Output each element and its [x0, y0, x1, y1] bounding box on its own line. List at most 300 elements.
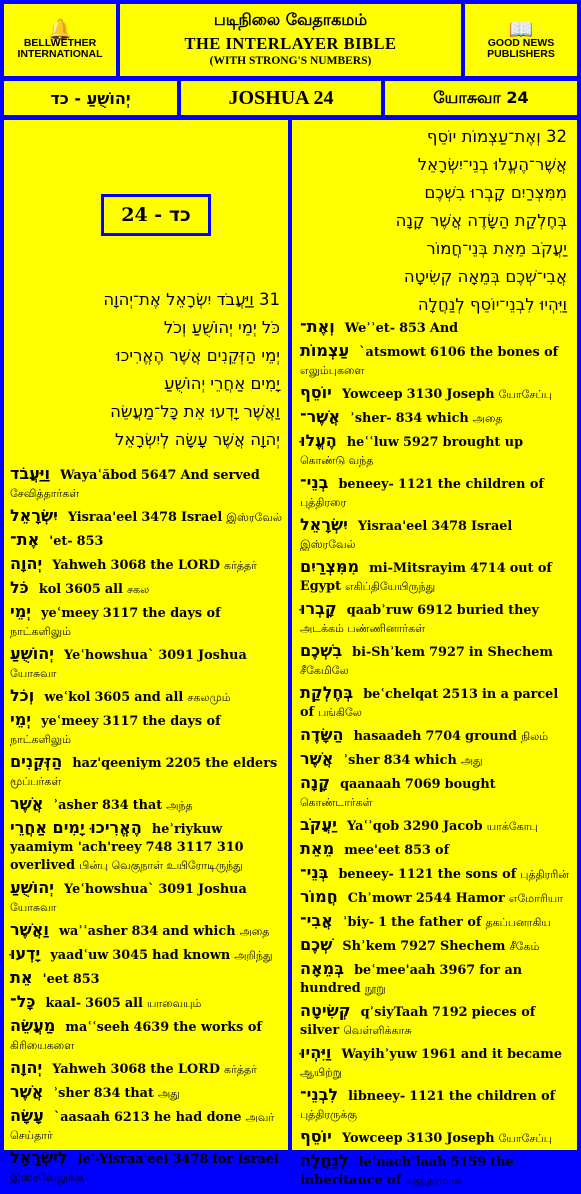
word-entry [10, 603, 284, 641]
tamil-gloss: இஸ்ரவேல் [300, 538, 356, 551]
hebrew-word: אֲשֶׁר־ [300, 407, 341, 426]
english-gloss: the father of [391, 915, 482, 930]
strongs-number: 834 [93, 1086, 121, 1101]
hebrew-word: יִשְׂרָאֵל [300, 515, 348, 534]
strongs-number: 834 [101, 798, 129, 813]
transliteration: yaadʿuw [50, 948, 109, 963]
strongs-number: 7192 [431, 1005, 468, 1020]
tamil-gloss: கொண்டார்கள் [300, 796, 373, 809]
transliteration: qaabʾruw [346, 603, 413, 618]
strongs-number: 3478 [141, 510, 177, 525]
transliteration: Yisraa'eel [357, 519, 428, 534]
strongs-number: 3117 [102, 714, 139, 729]
word-entry [10, 1107, 284, 1145]
english-gloss: bought [444, 777, 496, 792]
english-gloss: which [426, 411, 469, 426]
strongs-number: 2513 [442, 687, 478, 702]
english-gloss: Israel [471, 519, 513, 534]
tamil-gloss: யோசேப்பு [498, 1132, 552, 1145]
word-entry [300, 408, 570, 428]
word-entry [300, 642, 570, 680]
strongs-number: 834 [383, 753, 411, 768]
hebrew-word: וְכֹל [10, 686, 35, 705]
strongs-number: 834 [131, 924, 159, 939]
word-entry [300, 912, 570, 932]
english-gloss: that [132, 798, 163, 813]
word-entry [300, 750, 570, 770]
hebrew-word: יְהוָה [10, 554, 43, 573]
strongs-number: 3045 [112, 948, 149, 963]
tamil-gloss: அறிந்து [234, 949, 273, 962]
english-gloss: the children of [448, 1089, 556, 1104]
tamil-gloss: அதை [239, 925, 270, 938]
word-entry [300, 1152, 570, 1190]
word-entry [10, 819, 284, 875]
english-gloss: and it became [460, 1047, 562, 1062]
right-column [292, 120, 577, 1188]
strongs-number: 1121 [397, 477, 434, 492]
hebrew-word: וַיַּעֲבֹד [10, 464, 50, 483]
strongs-number: 3605 [94, 690, 131, 705]
good-news-logo-line1: GOOD NEWS [487, 37, 555, 49]
tamil-gloss: யாவையும் [146, 997, 202, 1010]
strongs-number: 5927 [402, 435, 439, 450]
transliteration: ʾsher [53, 1086, 90, 1101]
hebrew-word: בְּמֵאָה [300, 959, 344, 978]
strongs-number: 4714 [469, 561, 506, 576]
strongs-number: 3605 [85, 996, 121, 1011]
word-entry [300, 558, 570, 596]
english-gloss: Jacob [443, 819, 483, 834]
english-gloss: Joseph [446, 387, 495, 402]
transliteration: weʿkol [44, 690, 91, 705]
tamil-gloss: அது [460, 754, 483, 767]
strongs-number: 853 [399, 321, 426, 336]
word-entry [10, 945, 284, 965]
hebrew-word: יוֹסֵף [300, 383, 332, 402]
hebrew-word: לְנַחֲלָה [300, 1151, 349, 1170]
word-entry [300, 1044, 570, 1082]
tamil-gloss: யோசேப்பு [498, 388, 552, 401]
hebrew-word: יָדְעוּ [10, 944, 41, 963]
hebrew-word: יְהוָה [10, 1058, 43, 1077]
chapter-number: 24 [121, 204, 148, 226]
tamil-gloss: இஸ்ரவேலுக்கு [10, 1171, 85, 1184]
word-entry [10, 645, 284, 683]
english-gloss: the sons of [437, 867, 517, 882]
word-entry [300, 726, 570, 746]
strongs-number: 3130 [406, 1131, 443, 1146]
strongs-number: 7069 [404, 777, 441, 792]
strongs-number: 7927 [429, 645, 465, 660]
english-gloss: he had done [153, 1110, 242, 1125]
english-gloss: buried they [456, 603, 539, 618]
transliteration: kol [38, 582, 62, 597]
transliteration: leʿ-Yisraa'eel [77, 1152, 169, 1167]
word-entry [10, 993, 284, 1013]
word-entry [300, 474, 570, 512]
strongs-number: 3605 [65, 582, 101, 597]
tamil-gloss: எலும்புகளை [300, 364, 365, 377]
strongs-number: 3117 [102, 606, 139, 621]
tamil-gloss: அவர் செய்தார் [10, 1111, 275, 1142]
word-entry [10, 753, 284, 791]
verse-line: בְּחֶלְקַת הַשָּׂדֶה אֲשֶׁר קָנָה [395, 211, 567, 230]
hebrew-word: חֲמוֹר [300, 887, 338, 906]
transliteration: kaal- [45, 996, 82, 1011]
hebrew-word: מִמִּצְרַיִם [300, 557, 360, 576]
hebrew-word: בִשְׁכֶם [300, 641, 343, 660]
bellwether-logo-line1: BELLWETHER [23, 37, 97, 49]
left-column [4, 120, 288, 1184]
hebrew-word: מֵאֵת [300, 839, 335, 858]
verse-line: 31 וַיַּעֲבֹד יִשְׂרָאֵל אֶת־יְהוָה [103, 290, 280, 309]
strongs-number: 1121 [409, 1089, 445, 1104]
english-gloss: Joshua [198, 882, 247, 897]
transliteration: qʾsiyTaah [360, 1005, 428, 1020]
word-entry [300, 1002, 570, 1040]
word-entry [300, 684, 570, 722]
english-gloss: ground [465, 729, 517, 744]
word-entry [300, 318, 570, 338]
english-gloss: overlived [10, 858, 76, 873]
tamil-gloss: சுதந்தரமாக [405, 1174, 462, 1187]
hebrew-word: לְיִשְׂרָאֵל [10, 1148, 68, 1167]
chapter-hebrew: כד [168, 204, 191, 226]
transliteration: `aasaah [53, 1110, 110, 1125]
tamil-gloss: வெள்ளிக்காசு [343, 1024, 412, 1037]
word-entry [10, 1083, 284, 1103]
bellwether-logo-line2: INTERNATIONAL [17, 48, 103, 60]
bellwether-logo [4, 4, 116, 76]
english-gloss: had known [152, 948, 231, 963]
strongs-number: 3068 [110, 1062, 147, 1077]
hebrew-word: וְאֶת־ [300, 317, 335, 336]
word-entry [10, 795, 284, 815]
strongs-number: 3091 [158, 648, 194, 663]
hebrew-word: עָשָׂה [10, 1106, 44, 1125]
transliteration: Chʾmowr [347, 891, 412, 906]
tamil-gloss: யோசுவா [10, 667, 57, 680]
transliteration: heʿʿluw [346, 435, 399, 450]
english-gloss: of [435, 843, 450, 858]
word-entry [300, 774, 570, 812]
verse-line: וַאֲשֶׁר יָדְעוּ אֵת כָּל־מַעֲשֵׂה [110, 402, 280, 421]
title-subtitle: (WITH STRONG'S NUMBERS) [209, 55, 372, 67]
hebrew-word: יְהוֹשֻׁעַ [10, 878, 54, 897]
hebrew-word: לִבְנֵי־ [300, 1085, 339, 1104]
hebrew-word: יִשְׂרָאֵל [10, 506, 58, 525]
strongs-number: 5647 [140, 468, 177, 483]
word-entry [10, 465, 284, 503]
word-entry [300, 936, 570, 956]
hebrew-word: יְמֵי [10, 602, 31, 621]
good-news-logo [465, 4, 577, 76]
good-news-logo-line2: PUBLISHERS [487, 48, 555, 60]
transliteration: yeʿmeey [41, 714, 99, 729]
strongs-number: 3068 [110, 558, 147, 573]
word-entry [300, 1086, 570, 1124]
tamil-ref: யோசுவா 24 [385, 81, 577, 115]
tamil-gloss: அடக்கம் பண்ணினார்கள் [300, 622, 426, 635]
title-block [120, 4, 461, 76]
verse-31-word-list [10, 465, 284, 1191]
english-gloss: the inheritance of [300, 1155, 514, 1188]
tamil-gloss: மூப்பர்கள் [10, 775, 62, 788]
hebrew-word: וַאֲשֶׁר [10, 920, 49, 939]
tamil-gloss: புத்திரரை [300, 496, 347, 509]
tamil-gloss: நாட்களிலும் [10, 625, 71, 638]
tamil-gloss: கர்த்தர் [224, 1063, 257, 1076]
transliteration: Yahweh [52, 558, 107, 573]
transliteration: leʿnachʾlaah [358, 1155, 447, 1170]
strongs-number: 4639 [133, 1020, 170, 1035]
word-entry [10, 711, 284, 749]
strongs-number: 6912 [417, 603, 453, 618]
transliteration: beʿchelqat [363, 687, 439, 702]
word-entry [10, 555, 284, 575]
word-entry [10, 687, 284, 707]
tamil-gloss: யோசுவா [10, 901, 57, 914]
strongs-number: 1 [378, 915, 388, 930]
book-icon: 📖 [508, 17, 534, 41]
hebrew-word: הַזְּקֵנִים [10, 752, 63, 771]
transliteration: Yisraa'eel [67, 510, 138, 525]
tamil-gloss: சகல [126, 583, 150, 596]
english-gloss: for Israel [212, 1152, 279, 1167]
transliteration: ʾasher [53, 798, 98, 813]
hebrew-word: בְנֵי־ [300, 473, 329, 492]
transliteration: Wayihʾyuw [341, 1047, 418, 1062]
tamil-gloss: பங்கிலே [318, 706, 362, 719]
word-entry [10, 921, 284, 941]
strongs-number: 3478 [172, 1152, 209, 1167]
transliteration: bi-Shʾkem [352, 645, 426, 660]
transliteration: beneey- [338, 477, 394, 492]
transliteration: Yeʿhowshua` [64, 648, 155, 663]
english-gloss: the elders [205, 756, 278, 771]
tamil-gloss: புத்திரருக்கு [300, 1108, 357, 1121]
english-gloss: Shechem [439, 939, 506, 954]
hebrew-word: אֵת [10, 968, 33, 987]
verse-31-hebrew [103, 286, 280, 454]
english-gloss: the days of [142, 714, 221, 729]
word-entry [300, 432, 570, 470]
tamil-gloss: தகப்பனாகிய [485, 916, 551, 929]
english-gloss: Joseph [446, 1131, 495, 1146]
transliteration: qaanaah [340, 777, 401, 792]
tamil-gloss: சீகேமிலே [300, 664, 349, 677]
hebrew-word: יְהוֹשֻׁעַ [10, 644, 54, 663]
hebrew-word: אֲשֶׁר [300, 749, 334, 768]
chapter-box [101, 194, 211, 236]
english-gloss: in Shechem [468, 645, 553, 660]
hebrew-word: יְמֵי [10, 710, 31, 729]
hebrew-word: אֶת־ [10, 530, 40, 549]
english-gloss: all [124, 996, 143, 1011]
english-gloss: pieces of silver [300, 1005, 536, 1038]
transliteration: hasaadeh [353, 729, 422, 744]
tamil-gloss: அது [157, 1087, 180, 1100]
tamil-gloss: அந்த [166, 799, 193, 812]
english-gloss: the LORD [150, 1062, 220, 1077]
transliteration: 'eet [42, 972, 69, 987]
tamil-gloss: புத்திரரின் [520, 868, 569, 881]
tamil-gloss: பின்பு வெகுநாள் உயிரோடிருந்து [79, 859, 243, 872]
english-gloss: And served [180, 468, 260, 483]
english-gloss: all [104, 582, 123, 597]
transliteration: Yowceep [341, 387, 403, 402]
hebrew-word: וַיִּהְיוּ [300, 1043, 332, 1062]
transliteration: ʾbiy- [342, 915, 375, 930]
transliteration: mi-Mitsrayim [369, 561, 466, 576]
english-gloss: Hamor [455, 891, 505, 906]
hebrew-word: אֲשֶׁר [10, 1082, 44, 1101]
english-gloss: that [124, 1086, 154, 1101]
transliteration: beneey- [338, 867, 394, 882]
hebrew-word: קָבְרוּ [300, 599, 337, 618]
transliteration: heʾriykuw yaamiym 'ach'reey [10, 822, 223, 855]
transliteration: 'et- [49, 534, 73, 549]
word-entry [10, 1149, 284, 1187]
hebrew-ref: יְהוֹשֻׁעַ - כד [4, 81, 177, 115]
word-entry [300, 864, 570, 884]
word-entry [300, 1128, 570, 1148]
english-gloss: Joshua [198, 648, 247, 663]
tamil-gloss: சகலமும் [187, 691, 231, 704]
strongs-number: 853 [404, 843, 431, 858]
verse-line: יְהוָה אֲשֶׁר עָשָׂה לְיִשְׂרָאֵל [115, 430, 280, 449]
tamil-gloss: நாட்களிலும் [10, 733, 71, 746]
word-entry [10, 1017, 284, 1055]
word-entry [300, 816, 570, 836]
transliteration: Yeʿhowshua` [64, 882, 155, 897]
strongs-number: 3290 [403, 819, 439, 834]
hebrew-word: הֶאֱרִיכוּ יָמִים אַחֲרֵי [10, 818, 142, 837]
hebrew-word: שְׁכֶם [300, 935, 333, 954]
transliteration: Wayaʿăbod [60, 468, 137, 483]
tamil-gloss: நூறு [364, 982, 386, 995]
hebrew-word: יוֹסֵף [300, 1127, 332, 1146]
transliteration: Yaʿʾqob [346, 819, 400, 834]
verse-line: וַיִּהְיוּ לִבְנֵי־יוֹסֵף לְנַחֲלָה [417, 295, 567, 314]
hebrew-word: אֲשֶׁר [10, 794, 44, 813]
transliteration: mee'eet [344, 843, 401, 858]
tamil-gloss: எகிப்தியேயிருந்து [345, 580, 436, 593]
tamil-gloss: நிலம் [521, 730, 549, 743]
tamil-gloss: கிரியைகளை [10, 1039, 75, 1052]
hebrew-word: בְּחֶלְקַת [300, 683, 354, 702]
transliteration: `atsmowt [359, 345, 426, 360]
english-gloss: the days of [142, 606, 221, 621]
english-gloss: Israel [181, 510, 223, 525]
hebrew-word: קְשִׂיטָה [300, 1001, 351, 1020]
word-entry [300, 888, 570, 908]
word-entry [10, 579, 284, 599]
title-tamil: படிநிலை வேதாகமம் [213, 10, 368, 29]
verse-32-word-list [300, 318, 570, 1194]
strongs-number: 6213 [114, 1110, 150, 1125]
word-entry [10, 969, 284, 989]
title-english: THE INTERLAYER BIBLE [184, 34, 397, 53]
tamil-gloss: கர்த்தர் [224, 559, 257, 572]
strongs-number: 3478 [431, 519, 467, 534]
english-gloss: And [429, 321, 459, 336]
hebrew-word: עַצְמוֹת [300, 341, 350, 360]
transliteration: yeʿmeey [41, 606, 99, 621]
strongs-number: 853 [72, 972, 100, 987]
hebrew-word: קָנָה [300, 773, 331, 792]
english-gloss: the children of [437, 477, 544, 492]
english-gloss: brought up [442, 435, 524, 450]
strongs-number: 7704 [425, 729, 462, 744]
tamil-gloss: யாக்கோபு [486, 820, 538, 833]
word-entry [300, 516, 570, 554]
strongs-number: 7927 [400, 939, 436, 954]
english-gloss: the works of [173, 1020, 262, 1035]
verse-line: אֲבִי־שְׁכֶם בְּמֵאָה קְשִׂיטָה [403, 267, 567, 286]
strongs-number: 6106 [430, 345, 466, 360]
verse-line: יָמִים אַחֲרֵי יְהוֹשֻׁעַ [164, 374, 280, 393]
word-entry [10, 507, 284, 527]
bell-icon: 🔔 [47, 17, 73, 41]
english-gloss: in a parcel of [300, 687, 559, 720]
english-gloss: the LORD [150, 558, 220, 573]
english-ref: JOSHUA 24 [181, 81, 381, 115]
transliteration: Shʾkem [342, 939, 397, 954]
chapter-sep: - [147, 204, 169, 226]
strongs-number: 1961 [421, 1047, 457, 1062]
tamil-gloss: அதை [472, 412, 503, 425]
word-entry [10, 1059, 284, 1079]
transliteration: maʿʿseeh [65, 1020, 130, 1035]
word-entry [300, 840, 570, 860]
english-gloss: and which [162, 924, 236, 939]
hebrew-word: בְּנֵי־ [300, 863, 329, 882]
transliteration: Yowceep [341, 1131, 403, 1146]
verse-line: אֲשֶׁר־הֶעֱלוּ בְנֵי־יִשְׂרָאֵל [417, 155, 567, 174]
verse-line: כֹּל יְמֵי יְהוֹשֻׁעַ וְכֹל [163, 318, 280, 337]
strongs-number: 1121 [397, 867, 434, 882]
transliteration: beʿmee'aah [354, 963, 436, 978]
strongs-number: 3091 [158, 882, 194, 897]
hebrew-word: כֹּל [10, 578, 29, 597]
verse-line: 32 וְאֶת־עַצְמוֹת יוֹסֵף [426, 127, 567, 146]
english-gloss: the bones of [469, 345, 559, 360]
hebrew-word: מַעֲשֵׂה [10, 1016, 56, 1035]
english-gloss: out of Egypt [300, 561, 552, 594]
tamil-gloss: கொண்டு வந்த [300, 454, 374, 467]
word-entry [300, 600, 570, 638]
strongs-number: 3130 [406, 387, 443, 402]
transliteration: libneey- [348, 1089, 406, 1104]
transliteration: Yahweh [52, 1062, 107, 1077]
strongs-number: 2544 [415, 891, 452, 906]
hebrew-word: הֶעֱלוּ [300, 431, 337, 450]
verse-line: יְמֵי הַזְּקֵנִים אֲשֶׁר הֶאֱרִיכוּ [116, 346, 280, 365]
word-entry [300, 384, 570, 404]
word-entry [300, 342, 570, 380]
word-entry [300, 960, 570, 998]
verse-line: מִמִּצְרַיִם קָבְרוּ בִשְׁכֶם [424, 183, 567, 202]
tamil-gloss: எமோரியா [508, 892, 563, 905]
tamil-gloss: சேவித்தார்கள் [10, 487, 80, 500]
strongs-number: 3967 [439, 963, 476, 978]
tamil-gloss: சீகேம் [509, 940, 540, 953]
hebrew-word: יַעֲקֹב [300, 815, 337, 834]
english-gloss: which [414, 753, 457, 768]
strongs-number: 748 3117 310 [145, 840, 244, 855]
